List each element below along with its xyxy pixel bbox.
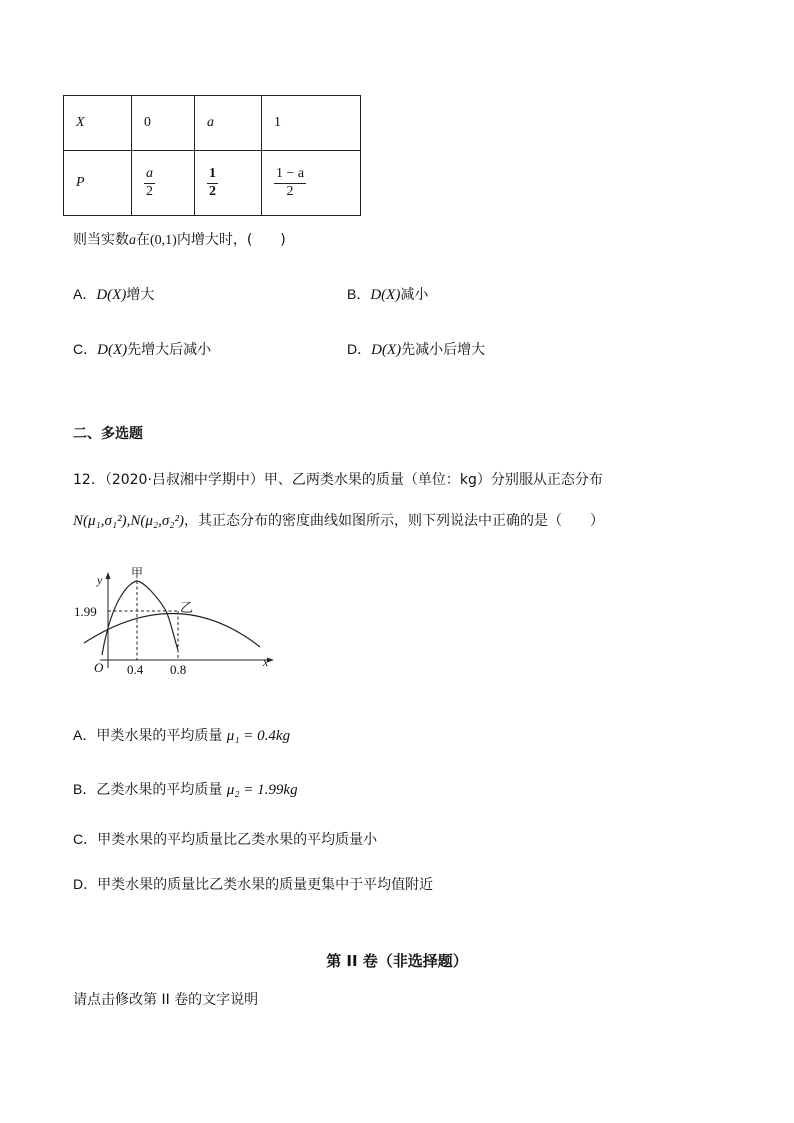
option-c[interactable] xyxy=(73,339,211,359)
option-letter: D． xyxy=(347,341,372,357)
option-math: μ₁ = 0.4kg xyxy=(226,728,291,744)
question-stem xyxy=(73,229,286,249)
option-text: 增大 xyxy=(126,287,155,303)
option-d[interactable] xyxy=(347,339,485,359)
table-row xyxy=(64,96,361,151)
section-title: 二、多选题 xyxy=(73,426,143,442)
fraction xyxy=(274,167,306,199)
value-cell: a xyxy=(195,96,262,151)
stem-text: ，其正态分布的密度曲线如图所示，则下列说法中正确的是（ ） xyxy=(183,513,604,529)
x-tick-label: 0.8 xyxy=(170,662,187,677)
denominator: 2 xyxy=(209,184,216,199)
option-expression: D(X) xyxy=(96,287,127,303)
fraction xyxy=(144,167,155,199)
curve-yi-label: 乙 xyxy=(180,601,194,616)
stem-variable: a xyxy=(129,233,136,248)
row-label-p: P xyxy=(64,151,132,216)
option-a[interactable] xyxy=(73,284,154,304)
option-expression: D(X) xyxy=(371,342,402,358)
y-axis-label: y xyxy=(97,573,103,587)
option-expression: D(X) xyxy=(97,342,128,358)
y-tick-label: 1.99 xyxy=(74,604,97,619)
normal-density-graph xyxy=(70,562,285,682)
option-letter: D． xyxy=(73,876,98,892)
option-text: 甲类水果的平均质量比乙类水果的平均质量小 xyxy=(97,832,378,848)
curve-jia-label: 甲 xyxy=(131,566,144,580)
value-cell: 0 xyxy=(132,96,195,151)
stem-text: 则当实数 xyxy=(73,232,129,248)
denominator: 2 xyxy=(146,184,153,199)
option-a[interactable] xyxy=(73,725,290,745)
option-text: 甲类水果的平均质量 xyxy=(96,728,223,744)
denominator: 2 xyxy=(286,184,294,199)
value-cell: 1 xyxy=(262,96,361,151)
option-text: 先增大后减小 xyxy=(127,342,212,358)
option-letter: B． xyxy=(73,781,97,797)
probability-cell xyxy=(132,151,195,216)
option-text: 先减小后增大 xyxy=(401,342,486,358)
option-text: 甲类水果的质量比乙类水果的质量更集中于平均值附近 xyxy=(97,877,434,893)
x-axis-label: x xyxy=(263,655,269,669)
option-b[interactable] xyxy=(347,284,428,304)
option-text: 乙类水果的平均质量 xyxy=(96,782,223,798)
row-label-x: X xyxy=(64,96,132,151)
numerator: a xyxy=(144,167,155,184)
numerator: 1 xyxy=(207,167,218,184)
option-letter: C． xyxy=(73,341,98,357)
question-stem: 12．（2020·吕叔湘中学期中）甲、乙两类水果的质量（单位：kg）分别服从正态分布 xyxy=(73,472,603,488)
option-letter: B． xyxy=(347,286,371,302)
option-d[interactable] xyxy=(73,874,433,894)
distribution-table xyxy=(63,95,361,216)
stem-interval: (0,1) xyxy=(150,233,177,248)
option-b[interactable] xyxy=(73,779,298,799)
probability-cell xyxy=(195,151,262,216)
stem-text: 在 xyxy=(136,232,150,248)
x-tick-label: 0.4 xyxy=(127,662,144,677)
probability-cell xyxy=(262,151,361,216)
option-math: μ₂ = 1.99kg xyxy=(226,782,298,798)
part-title: 第 II 卷（非选择题） xyxy=(326,952,468,970)
y-axis-arrow xyxy=(106,572,111,579)
option-letter: A． xyxy=(73,286,97,302)
question-stem-line2 xyxy=(73,510,604,530)
origin-label: O xyxy=(94,660,104,675)
option-letter: C． xyxy=(73,831,98,847)
stem-math: N(μ₁,σ₁²),N(μ₂,σ₂²) xyxy=(73,513,184,529)
fraction xyxy=(207,167,218,199)
option-c[interactable] xyxy=(73,829,377,849)
option-expression: D(X) xyxy=(370,287,401,303)
option-text: 减小 xyxy=(400,287,429,303)
option-letter: A． xyxy=(73,727,97,743)
part-subtitle[interactable]: 请点击修改第 II 卷的文字说明 xyxy=(73,992,259,1008)
stem-text: 内增大时，( ) xyxy=(176,232,286,248)
numerator: 1 − a xyxy=(274,167,306,184)
table-row xyxy=(64,151,361,216)
